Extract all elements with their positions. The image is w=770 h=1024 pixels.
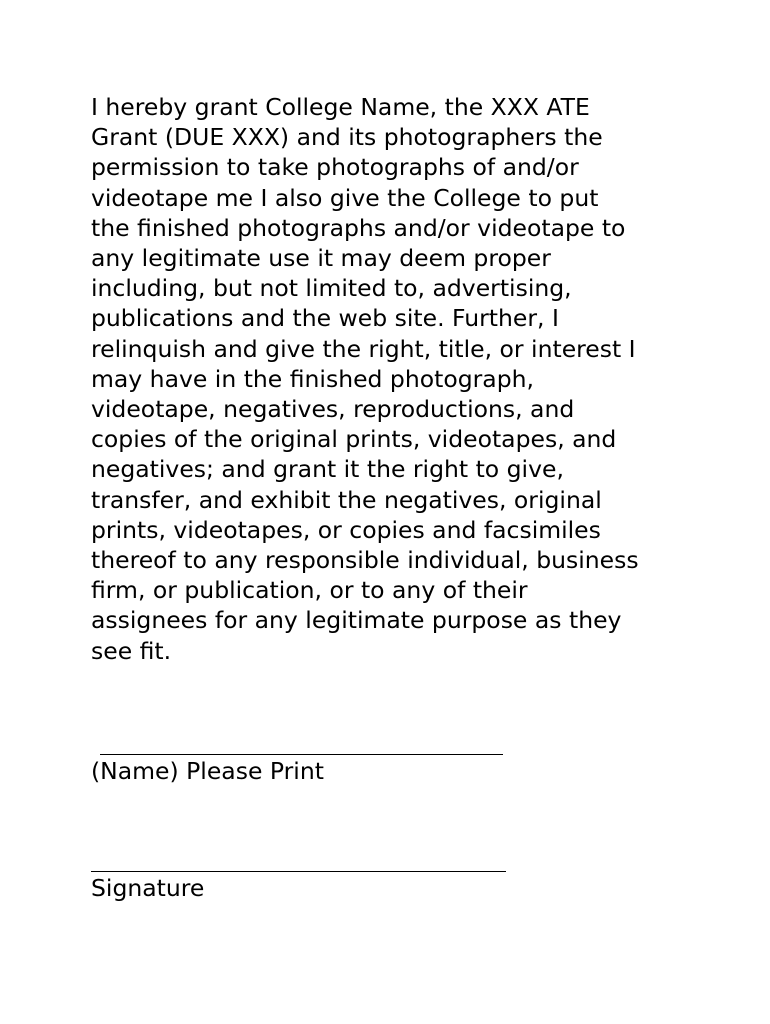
signature-line bbox=[91, 855, 506, 872]
name-field bbox=[91, 738, 503, 786]
release-body-text: I hereby grant College Name, the XXX ATE Grant (DUE XXX) and its photographers the permission to take photographs of and/or videotape me I also give the College to put the finished photographs and/or videotape to any legitimate use it may deem proper including, but not limited to, advertising, publications and the web site. Further, I relinquish and give the right, title, or interest I may have in the finished photograph, videotape, negatives, reproductions, and copies of the original prints, videotapes, and negatives; and grant it the right to give, transfer, and exhibit the negatives, original prints, videotapes, or copies and facsimiles thereof to any responsible individual, business firm, or publication, or to any of their assignees for any legitimate purpose as they see fit. bbox=[91, 93, 639, 665]
signature-caption: Signature bbox=[91, 874, 205, 902]
name-signature-line bbox=[100, 738, 503, 755]
signature-field bbox=[91, 855, 506, 903]
name-field-caption: (Name) Please Print bbox=[91, 757, 324, 785]
